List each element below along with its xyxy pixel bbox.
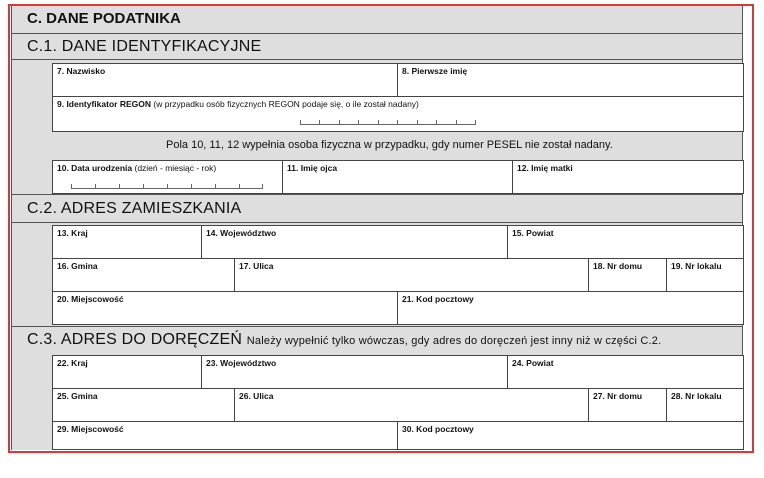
field-15-label: 15. Powiat	[512, 228, 554, 238]
field-10-note: (dzień - miesiąc - rok)	[134, 163, 217, 173]
field-12-label: 12. Imię matki	[517, 163, 573, 173]
section-c3-title: C.3. ADRES DO DORĘCZEŃ	[27, 331, 243, 348]
section-c3-note: Należy wypełnić tylko wówczas, gdy adres do doręczeń jest inny niż w części C.2.	[246, 335, 662, 347]
field-21-label: 21. Kod pocztowy	[402, 294, 474, 304]
field-17-label: 17. Ulica	[239, 261, 274, 271]
field-13-label: 13. Kraj	[57, 228, 88, 238]
field-14-label: 14. Województwo	[206, 228, 277, 238]
field-26-label: 26. Ulica	[239, 391, 274, 401]
field-24-label: 24. Powiat	[512, 358, 554, 368]
section-c2-title: C.2. ADRES ZAMIESZKANIA	[27, 200, 242, 217]
field-9-note: (w przypadku osób fizycznych REGON podaje się, o ile został nadany)	[153, 99, 419, 109]
field-27-label: 27. Nr domu	[593, 391, 643, 401]
field-23-label: 23. Województwo	[206, 358, 277, 368]
field-11-label: 11. Imię ojca	[287, 163, 338, 173]
field-25-label: 25. Gmina	[57, 391, 98, 401]
field-29-label: 29. Miejscowość	[57, 424, 124, 434]
field-7-label: 7. Nazwisko	[57, 66, 106, 76]
field-9-label: 9. Identyfikator REGON	[57, 99, 151, 109]
field-18-label: 18. Nr domu	[593, 261, 643, 271]
field-28-label: 28. Nr lokalu	[671, 391, 722, 401]
field-19-label: 19. Nr lokalu	[671, 261, 722, 271]
field-30-label: 30. Kod pocztowy	[402, 424, 474, 434]
section-c1-title: C.1. DANE IDENTYFIKACYJNE	[27, 38, 262, 55]
highlight-frame	[8, 4, 754, 453]
field-16-label: 16. Gmina	[57, 261, 98, 271]
section-c-title: C. DANE PODATNIKA	[27, 10, 181, 27]
field-22-label: 22. Kraj	[57, 358, 88, 368]
field-8-label: 8. Pierwsze imię	[402, 66, 468, 76]
field-10-label: 10. Data urodzenia	[57, 163, 133, 173]
pesel-info-text: Pola 10, 11, 12 wypełnia osoba fizyczna w przypadku, gdy numer PESEL nie został nadany.	[166, 139, 613, 151]
field-20-label: 20. Miejscowość	[57, 294, 124, 304]
